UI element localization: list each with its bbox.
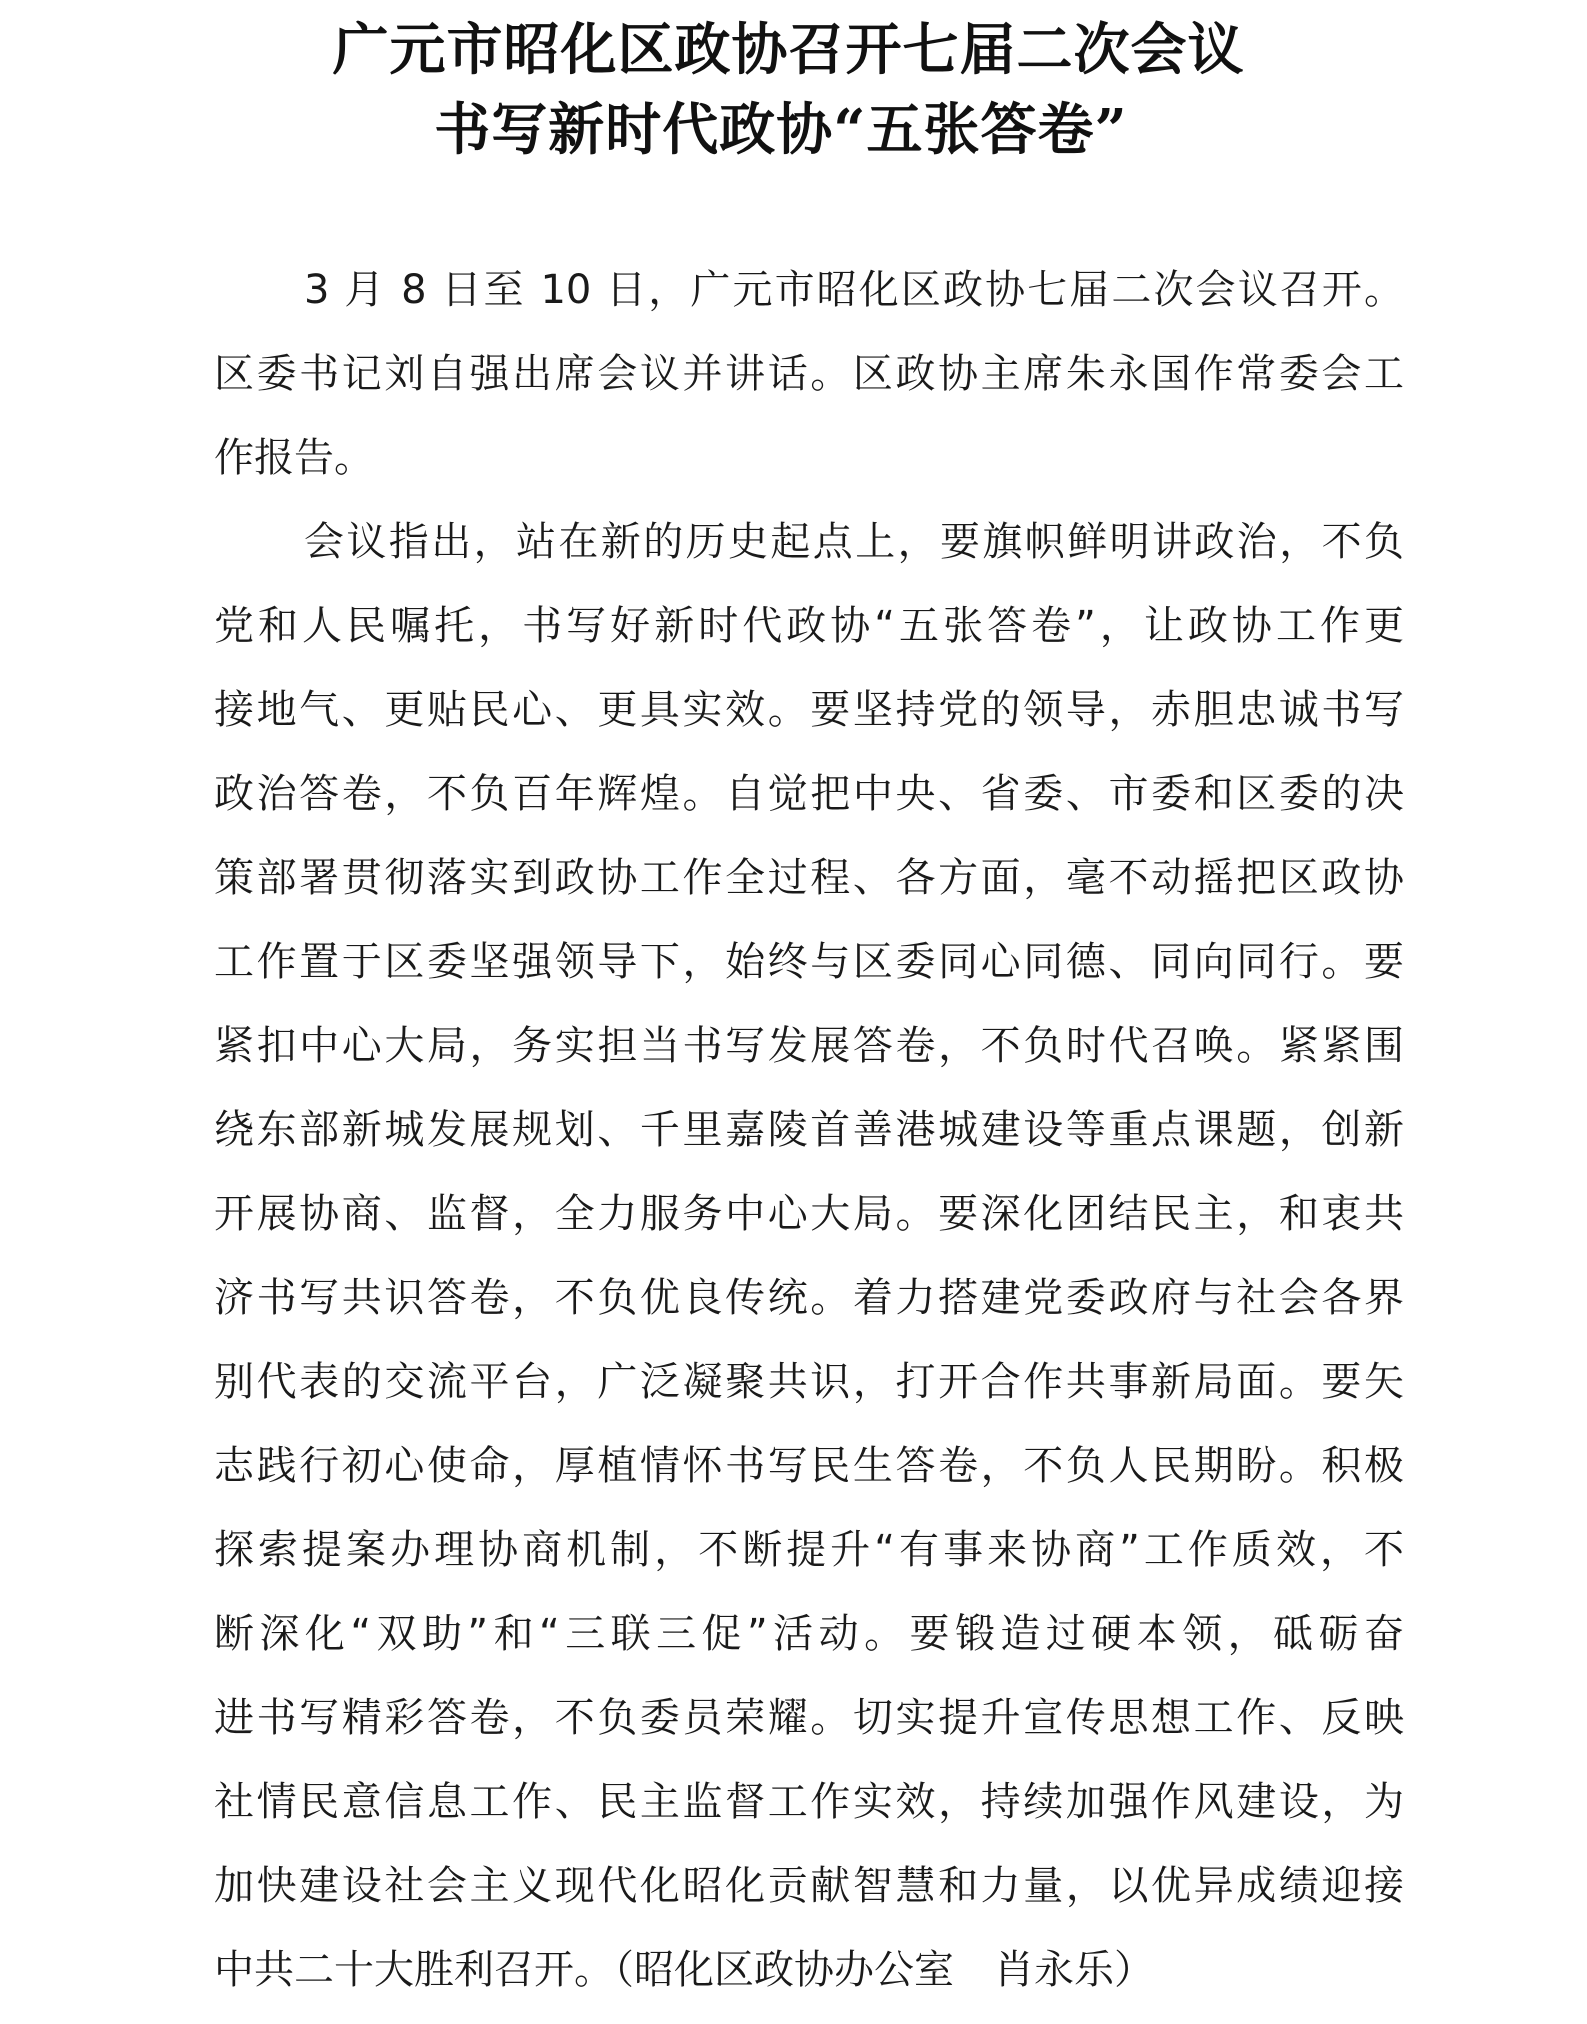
text-line-signature: 中共二十大胜利召开。（昭化区政协办公室 肖永乐） [214,1947,1154,1993]
text-line: 社情民意信息工作、民主监督工作实效，持续加强作风建设，为 [214,1779,1404,1825]
text-line: 区委书记刘自强出席会议并讲话。区政协主席朱永国作常委会工 [214,351,1404,397]
text-line: 政治答卷，不负百年辉煌。自觉把中央、省委、市委和区委的决 [214,771,1404,817]
text-line: 加快建设社会主义现代化昭化贡献智慧和力量，以优异成绩迎接 [214,1863,1404,1909]
text-line: 别代表的交流平台，广泛凝聚共识，打开合作共事新局面。要矢 [214,1359,1404,1405]
text-line: 绕东部新城发展规划、千里嘉陵首善港城建设等重点课题，创新 [214,1107,1404,1153]
text-line: 志践行初心使命，厚植情怀书写民生答卷，不负人民期盼。积极 [214,1443,1404,1489]
article-body [214,260,1404,2024]
paragraph-1 [214,260,1404,512]
text-line: 济书写共识答卷，不负优良传统。着力搭建党委政府与社会各界 [214,1275,1404,1321]
text-line: 断深化“双助”和“三联三促”活动。要锻造过硬本领，砥砺奋 [214,1611,1404,1657]
title-line-1: 广元市昭化区政协召开七届二次会议 [332,17,1245,83]
article-title [0,10,1587,170]
text-line: 开展协商、监督，全力服务中心大局。要深化团结民主，和衷共 [214,1191,1404,1237]
text-line: 策部署贯彻落实到政协工作全过程、各方面，毫不动摇把区政协 [214,855,1404,901]
paragraph-2 [214,512,1404,2024]
text-line: 接地气、更贴民心、更具实效。要坚持党的领导，赤胆忠诚书写 [214,687,1404,733]
text-line: 3 月 8 日至 10 日，广元市昭化区政协七届二次会议召开。 [304,267,1404,313]
text-line: 会议指出，站在新的历史起点上，要旗帜鲜明讲政治，不负 [304,519,1404,565]
text-line: 作报告。 [214,435,374,481]
title-line-2: 书写新时代政协“五张答卷” [434,97,1128,163]
text-line: 紧扣中心大局，务实担当书写发展答卷，不负时代召唤。紧紧围 [214,1023,1404,1069]
text-line: 工作置于区委坚强领导下，始终与区委同心同德、同向同行。要 [214,939,1404,985]
text-line: 进书写精彩答卷，不负委员荣耀。切实提升宣传思想工作、反映 [214,1695,1404,1741]
text-line: 探索提案办理协商机制，不断提升“有事来协商”工作质效，不 [214,1527,1404,1573]
text-line: 党和人民嘱托，书写好新时代政协“五张答卷”，让政协工作更 [214,603,1404,649]
